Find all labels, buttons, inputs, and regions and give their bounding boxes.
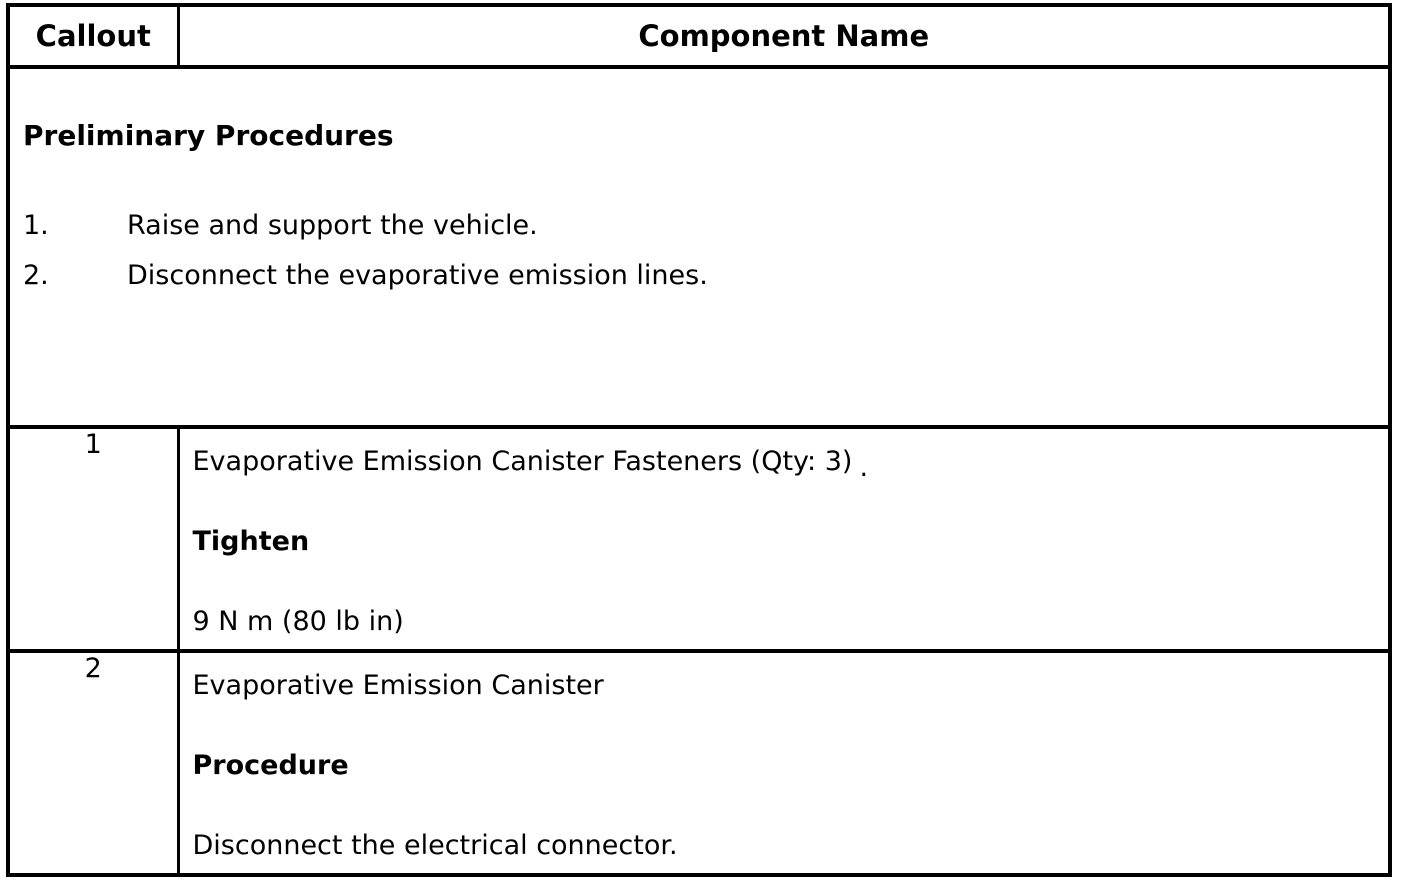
list-item — [23, 209, 1368, 243]
step-number: 1. — [23, 210, 49, 241]
table-row — [8, 427, 1390, 651]
spec-label: Procedure — [192, 750, 349, 781]
preliminary-procedures-cell — [8, 67, 1390, 427]
component-callout-table — [6, 3, 1392, 877]
component-name-text — [192, 445, 1369, 483]
spec-value: 9 N m (80 lb in) — [192, 606, 404, 637]
callout-number-cell: 1 — [8, 427, 178, 651]
preliminary-steps-list — [23, 209, 1368, 293]
step-number: 2. — [23, 260, 49, 291]
component-detail-cell — [178, 651, 1390, 875]
component-name-text — [193, 669, 1369, 703]
component-detail-cell — [178, 427, 1390, 651]
component-name-main: Evaporative Emission Canister — [192, 670, 604, 701]
table-header-row — [8, 5, 1390, 67]
table-row — [8, 651, 1390, 875]
preliminary-procedures-row — [8, 67, 1390, 427]
callout-number-cell: 2 — [8, 651, 178, 875]
list-item — [23, 259, 1368, 293]
spec-value: Disconnect the electrical connector. — [192, 830, 678, 861]
preliminary-procedures-heading: Preliminary Procedures — [23, 119, 394, 152]
component-name-column-header: Component Name — [178, 5, 1390, 67]
component-name-main: Evaporative Emission Canister Fasteners (Qty: 3) — [192, 446, 853, 477]
step-text: Raise and support the vehicle. — [127, 210, 538, 241]
trailing-period: . — [859, 452, 869, 483]
step-text: Disconnect the evaporative emission lines. — [127, 260, 708, 291]
callout-column-header: Callout — [8, 5, 178, 67]
spec-label: Tighten — [192, 526, 310, 557]
